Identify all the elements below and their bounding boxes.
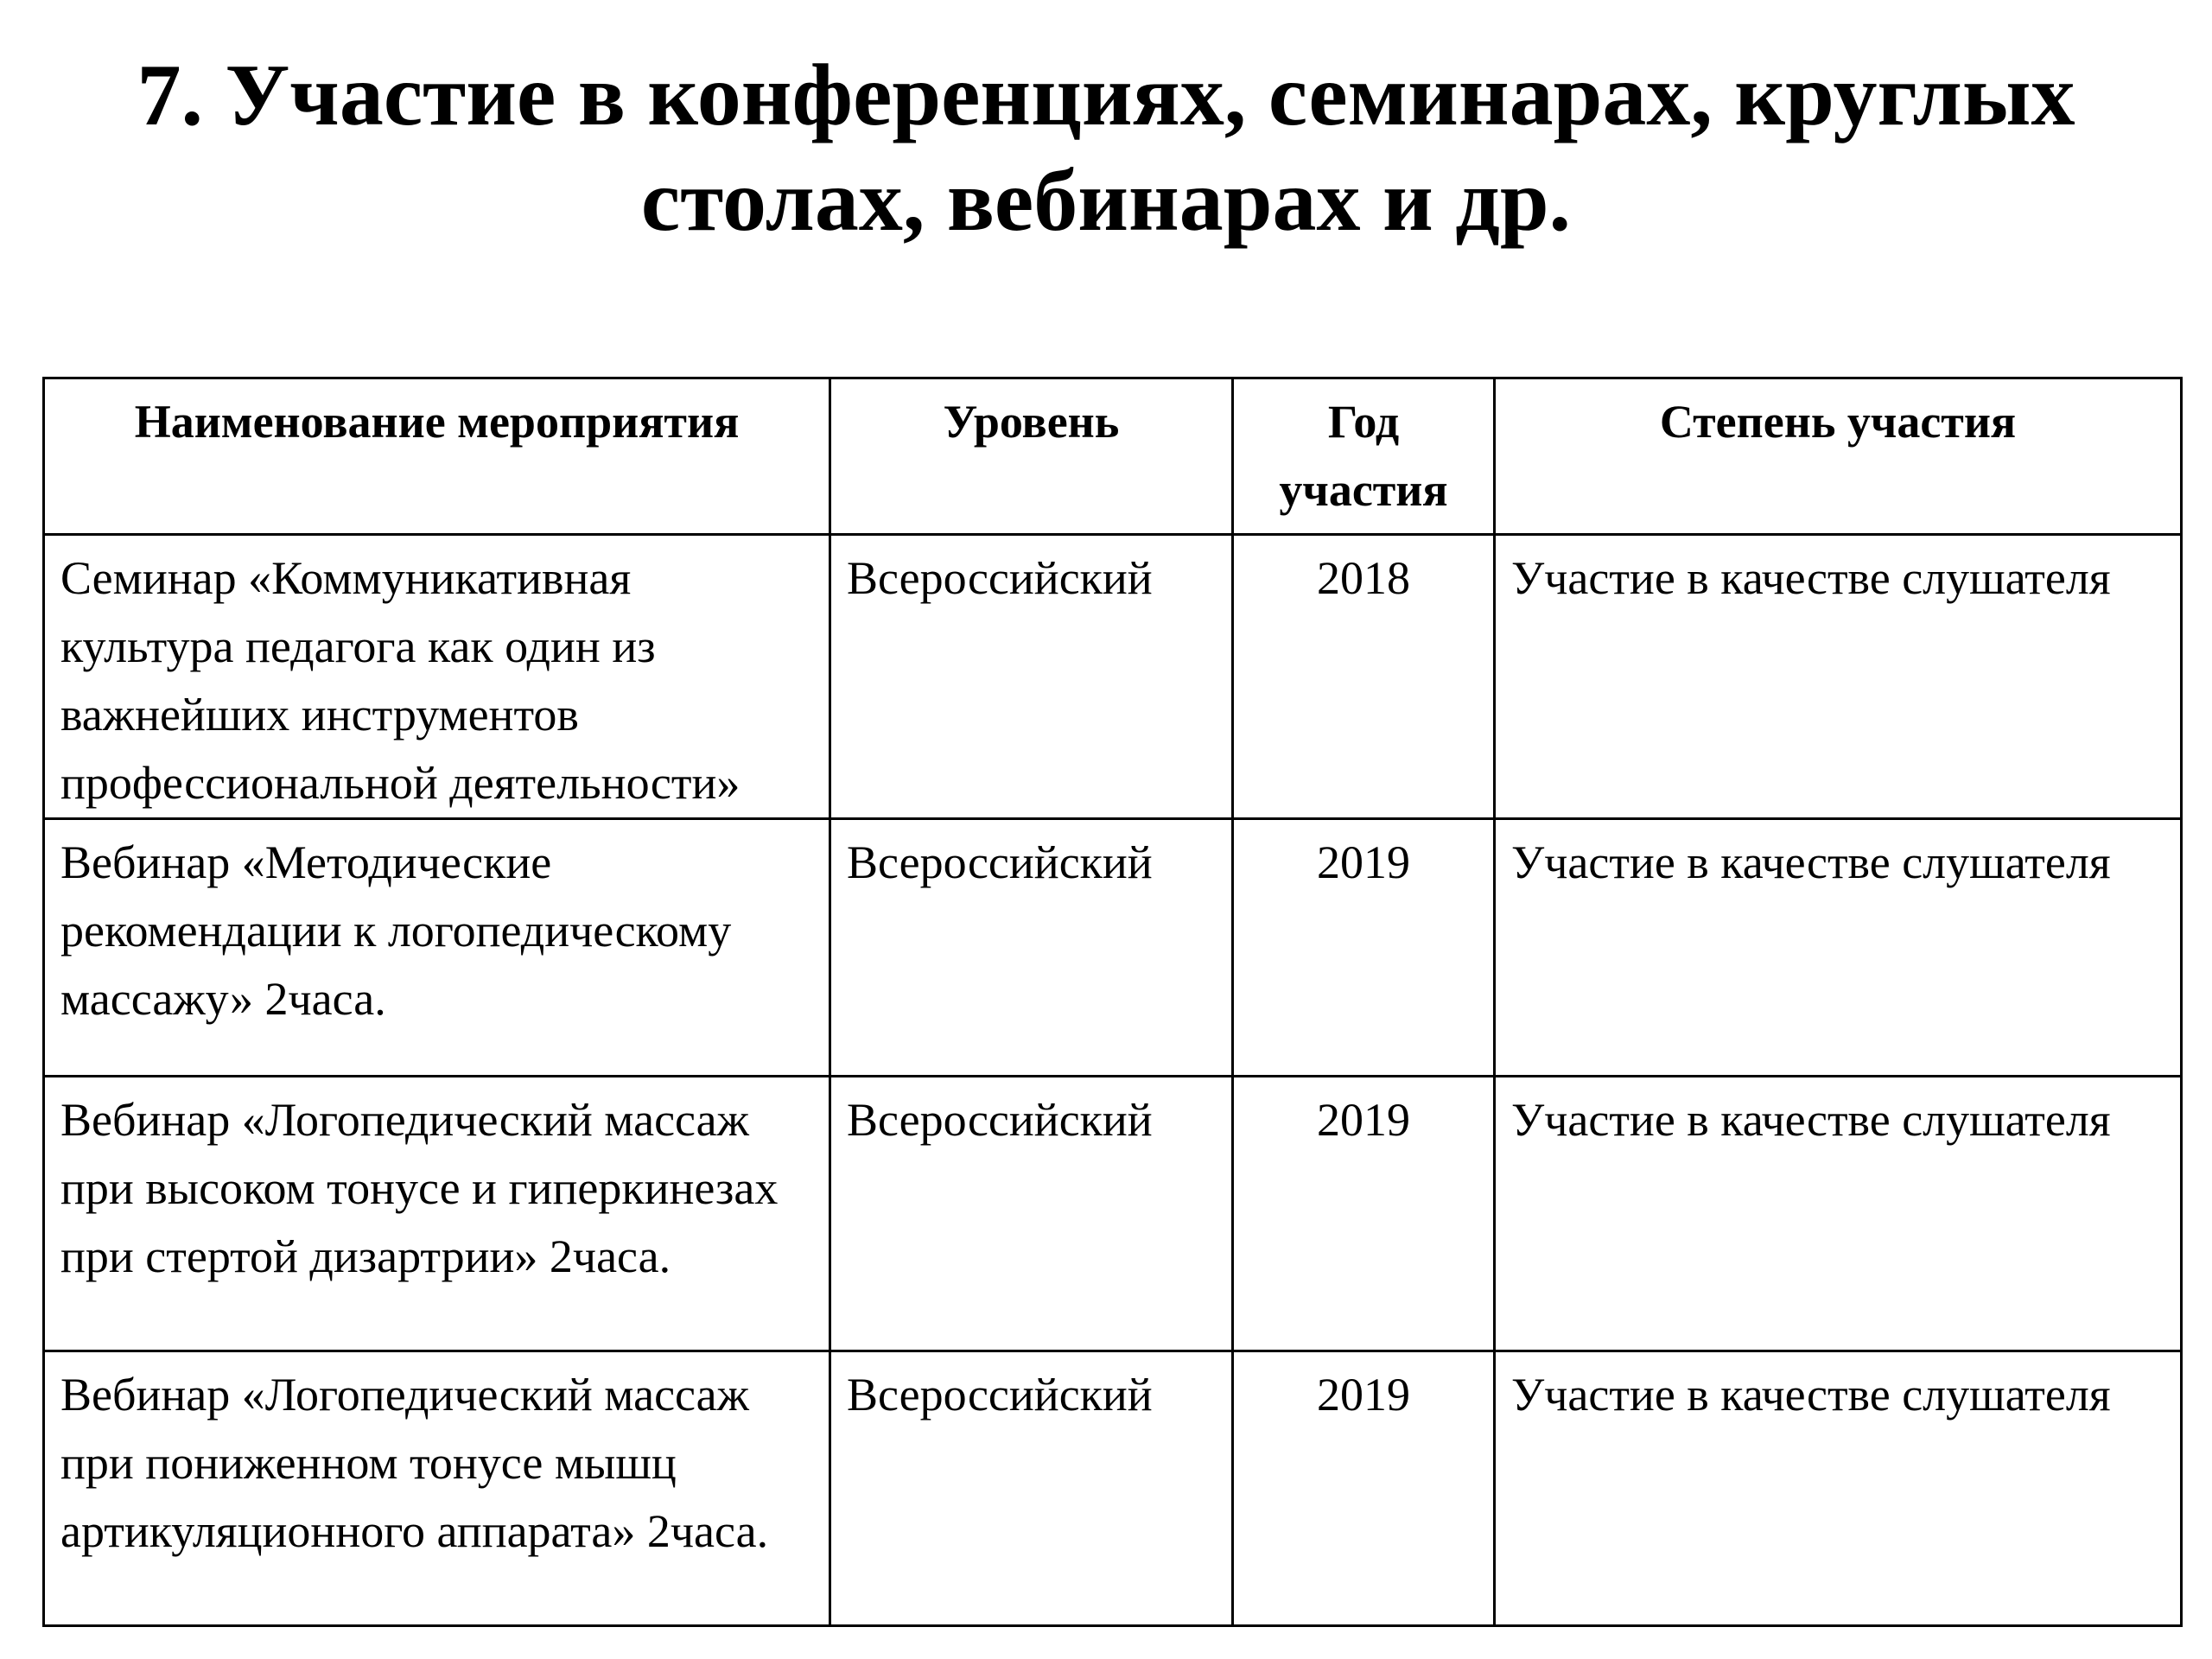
header-year-line-1: Год <box>1327 396 1400 448</box>
cell-participation: Участие в качестве слушателя <box>1495 1077 2182 1351</box>
header-participation: Степень участия <box>1495 378 2182 535</box>
table-row <box>44 1077 2182 1351</box>
cell-year: 2019 <box>1233 819 1495 1077</box>
cell-participation: Участие в качестве слушателя <box>1495 535 2182 819</box>
cell-year: 2018 <box>1233 535 1495 819</box>
cell-level: Всероссийский <box>830 819 1233 1077</box>
header-level: Уровень <box>830 378 1233 535</box>
events-table <box>42 377 2183 1627</box>
cell-year: 2019 <box>1233 1351 1495 1626</box>
cell-level: Всероссийский <box>830 1351 1233 1626</box>
cell-event-name: Вебинар «Логопедический массаж при высоком тонусе и гиперкинезах при стертой дизартрии» 2часа. <box>44 1077 830 1351</box>
table-row <box>44 1351 2182 1626</box>
cell-event-name: Вебинар «Логопедический массаж при пониженном тонусе мышц артикуляционного аппарата» 2часа. <box>44 1351 830 1626</box>
cell-participation: Участие в качестве слушателя <box>1495 1351 2182 1626</box>
header-year-line-2: участия <box>1279 464 1448 516</box>
page-title-line-2: столах, вебинарах и др. <box>640 152 1572 250</box>
header-year <box>1233 378 1495 535</box>
cell-event-name: Семинар «Коммуникативная культура педагога как один из важнейших инструментов профессиональной деятельности» <box>44 535 830 819</box>
cell-participation: Участие в качестве слушателя <box>1495 819 2182 1077</box>
page-title-line-1: 7. Участие в конференциях, семинарах, круглых <box>137 47 2075 144</box>
table-header-row <box>44 378 2182 535</box>
page-title <box>0 43 2212 254</box>
cell-level: Всероссийский <box>830 535 1233 819</box>
table-row <box>44 535 2182 819</box>
cell-level: Всероссийский <box>830 1077 1233 1351</box>
cell-event-name: Вебинар «Методические рекомендации к логопедическому массажу» 2часа. <box>44 819 830 1077</box>
header-event-name: Наименование мероприятия <box>44 378 830 535</box>
table-row <box>44 819 2182 1077</box>
cell-year: 2019 <box>1233 1077 1495 1351</box>
